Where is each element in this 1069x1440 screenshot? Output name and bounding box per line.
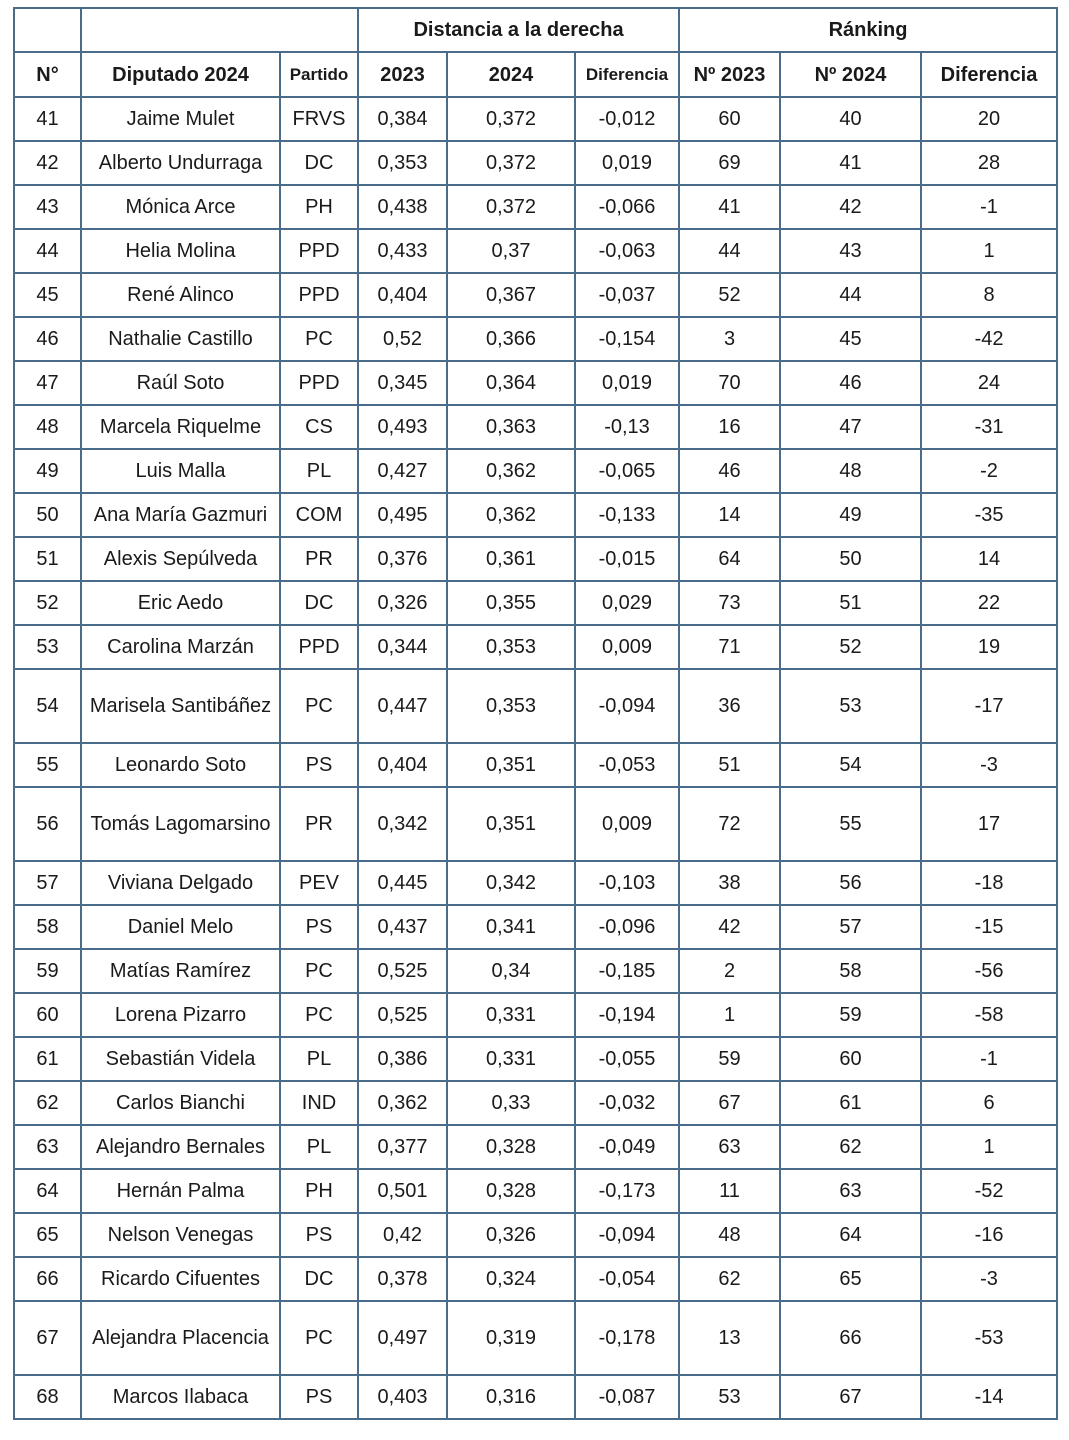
- cell-distance-2024: 0,363: [447, 405, 575, 449]
- cell-rank-difference: 28: [921, 141, 1057, 185]
- cell-distance-difference: -0,012: [575, 97, 679, 141]
- cell-deputy-name: Ana María Gazmuri: [81, 493, 280, 537]
- cell-distance-2023: 0,403: [358, 1375, 447, 1419]
- cell-deputy-name: René Alinco: [81, 273, 280, 317]
- cell-party: PEV: [280, 861, 358, 905]
- cell-deputy-name: Alejandro Bernales: [81, 1125, 280, 1169]
- cell-number: 60: [14, 993, 81, 1037]
- cell-party: DC: [280, 581, 358, 625]
- cell-rank-2024: 47: [780, 405, 921, 449]
- table-row: [14, 905, 1057, 949]
- cell-deputy-name: Tomás Lagomarsino: [81, 787, 280, 861]
- cell-party: PC: [280, 669, 358, 743]
- cell-deputy-name: Nelson Venegas: [81, 1213, 280, 1257]
- cell-distance-2024: 0,362: [447, 449, 575, 493]
- table-row: [14, 229, 1057, 273]
- cell-rank-2023: 41: [679, 185, 780, 229]
- cell-distance-difference: -0,087: [575, 1375, 679, 1419]
- cell-rank-difference: -15: [921, 905, 1057, 949]
- cell-distance-2024: 0,37: [447, 229, 575, 273]
- cell-number: 66: [14, 1257, 81, 1301]
- cell-number: 53: [14, 625, 81, 669]
- cell-party: PS: [280, 1213, 358, 1257]
- cell-rank-2023: 16: [679, 405, 780, 449]
- cell-number: 41: [14, 97, 81, 141]
- cell-number: 58: [14, 905, 81, 949]
- cell-distance-difference: -0,032: [575, 1081, 679, 1125]
- cell-rank-2023: 13: [679, 1301, 780, 1375]
- cell-rank-2023: 2: [679, 949, 780, 993]
- cell-rank-2023: 14: [679, 493, 780, 537]
- cell-deputy-name: Raúl Soto: [81, 361, 280, 405]
- cell-party: PPD: [280, 273, 358, 317]
- cell-distance-difference: -0,173: [575, 1169, 679, 1213]
- cell-party: PC: [280, 949, 358, 993]
- cell-rank-difference: -1: [921, 1037, 1057, 1081]
- cell-number: 68: [14, 1375, 81, 1419]
- cell-rank-2024: 53: [780, 669, 921, 743]
- cell-rank-difference: -58: [921, 993, 1057, 1037]
- cell-rank-difference: -3: [921, 1257, 1057, 1301]
- cell-distance-2024: 0,319: [447, 1301, 575, 1375]
- cell-rank-difference: -53: [921, 1301, 1057, 1375]
- table-row: [14, 1169, 1057, 1213]
- cell-distance-difference: -0,065: [575, 449, 679, 493]
- cell-rank-2024: 49: [780, 493, 921, 537]
- cell-number: 65: [14, 1213, 81, 1257]
- cell-distance-2023: 0,438: [358, 185, 447, 229]
- cell-distance-2024: 0,353: [447, 625, 575, 669]
- cell-rank-2024: 40: [780, 97, 921, 141]
- table-row: [14, 993, 1057, 1037]
- cell-rank-2024: 43: [780, 229, 921, 273]
- cell-number: 51: [14, 537, 81, 581]
- cell-rank-2023: 46: [679, 449, 780, 493]
- table-row: [14, 787, 1057, 861]
- cell-rank-2023: 51: [679, 743, 780, 787]
- cell-rank-difference: -52: [921, 1169, 1057, 1213]
- cell-rank-2024: 51: [780, 581, 921, 625]
- cell-distance-difference: -0,053: [575, 743, 679, 787]
- table-row: [14, 1375, 1057, 1419]
- cell-rank-2023: 69: [679, 141, 780, 185]
- table-row: [14, 405, 1057, 449]
- cell-distance-2024: 0,362: [447, 493, 575, 537]
- column-header-rank-2023: Nº 2023: [679, 52, 780, 97]
- cell-distance-2023: 0,433: [358, 229, 447, 273]
- cell-party: DC: [280, 141, 358, 185]
- group-header-row: [14, 8, 1057, 52]
- cell-distance-2023: 0,384: [358, 97, 447, 141]
- column-header-number: N°: [14, 52, 81, 97]
- cell-distance-2023: 0,344: [358, 625, 447, 669]
- cell-number: 44: [14, 229, 81, 273]
- cell-distance-2024: 0,326: [447, 1213, 575, 1257]
- cell-rank-2023: 52: [679, 273, 780, 317]
- cell-rank-difference: 22: [921, 581, 1057, 625]
- cell-rank-difference: 14: [921, 537, 1057, 581]
- cell-deputy-name: Marcela Riquelme: [81, 405, 280, 449]
- cell-distance-difference: -0,066: [575, 185, 679, 229]
- cell-rank-2023: 3: [679, 317, 780, 361]
- cell-distance-difference: -0,063: [575, 229, 679, 273]
- cell-rank-2024: 52: [780, 625, 921, 669]
- cell-party: PS: [280, 1375, 358, 1419]
- cell-party: PR: [280, 787, 358, 861]
- cell-rank-difference: -56: [921, 949, 1057, 993]
- cell-deputy-name: Hernán Palma: [81, 1169, 280, 1213]
- table-row: [14, 1301, 1057, 1375]
- table-row: [14, 185, 1057, 229]
- column-header-rank-difference: Diferencia: [921, 52, 1057, 97]
- cell-distance-2023: 0,445: [358, 861, 447, 905]
- empty-header-cell: [81, 8, 358, 52]
- cell-rank-difference: -31: [921, 405, 1057, 449]
- cell-deputy-name: Alexis Sepúlveda: [81, 537, 280, 581]
- cell-party: PL: [280, 1125, 358, 1169]
- cell-rank-difference: 8: [921, 273, 1057, 317]
- cell-rank-difference: 6: [921, 1081, 1057, 1125]
- cell-distance-2024: 0,372: [447, 185, 575, 229]
- cell-distance-difference: -0,015: [575, 537, 679, 581]
- cell-party: PL: [280, 449, 358, 493]
- cell-distance-2023: 0,345: [358, 361, 447, 405]
- cell-rank-2024: 45: [780, 317, 921, 361]
- cell-number: 52: [14, 581, 81, 625]
- column-header-party: Partido: [280, 52, 358, 97]
- cell-distance-2024: 0,351: [447, 743, 575, 787]
- cell-number: 49: [14, 449, 81, 493]
- cell-rank-difference: -1: [921, 185, 1057, 229]
- cell-number: 54: [14, 669, 81, 743]
- table-row: [14, 361, 1057, 405]
- cell-rank-2024: 58: [780, 949, 921, 993]
- cell-rank-2023: 60: [679, 97, 780, 141]
- cell-rank-2024: 54: [780, 743, 921, 787]
- cell-distance-difference: 0,019: [575, 141, 679, 185]
- cell-distance-2024: 0,341: [447, 905, 575, 949]
- cell-rank-difference: 1: [921, 1125, 1057, 1169]
- cell-rank-difference: -17: [921, 669, 1057, 743]
- cell-rank-2023: 72: [679, 787, 780, 861]
- table-row: [14, 1125, 1057, 1169]
- cell-rank-difference: -35: [921, 493, 1057, 537]
- cell-distance-2023: 0,377: [358, 1125, 447, 1169]
- cell-distance-2023: 0,525: [358, 949, 447, 993]
- table-row: [14, 669, 1057, 743]
- cell-number: 63: [14, 1125, 81, 1169]
- cell-rank-2024: 55: [780, 787, 921, 861]
- column-header-rank-2024: Nº 2024: [780, 52, 921, 97]
- cell-distance-2023: 0,42: [358, 1213, 447, 1257]
- cell-number: 48: [14, 405, 81, 449]
- cell-distance-difference: 0,009: [575, 787, 679, 861]
- cell-rank-2024: 59: [780, 993, 921, 1037]
- cell-deputy-name: Helia Molina: [81, 229, 280, 273]
- table-row: [14, 317, 1057, 361]
- cell-deputy-name: Nathalie Castillo: [81, 317, 280, 361]
- cell-distance-2024: 0,355: [447, 581, 575, 625]
- cell-rank-2024: 44: [780, 273, 921, 317]
- cell-rank-2024: 41: [780, 141, 921, 185]
- cell-rank-2023: 44: [679, 229, 780, 273]
- cell-deputy-name: Lorena Pizarro: [81, 993, 280, 1037]
- table-row: [14, 743, 1057, 787]
- cell-distance-2024: 0,324: [447, 1257, 575, 1301]
- cell-distance-2023: 0,495: [358, 493, 447, 537]
- cell-rank-2024: 42: [780, 185, 921, 229]
- cell-distance-2023: 0,501: [358, 1169, 447, 1213]
- cell-rank-2024: 67: [780, 1375, 921, 1419]
- cell-distance-2023: 0,437: [358, 905, 447, 949]
- cell-party: PH: [280, 1169, 358, 1213]
- table-row: [14, 1257, 1057, 1301]
- cell-number: 43: [14, 185, 81, 229]
- cell-deputy-name: Viviana Delgado: [81, 861, 280, 905]
- empty-header-cell: [14, 8, 81, 52]
- cell-number: 64: [14, 1169, 81, 1213]
- cell-distance-difference: -0,055: [575, 1037, 679, 1081]
- cell-rank-difference: -3: [921, 743, 1057, 787]
- cell-party: PPD: [280, 229, 358, 273]
- column-header-deputy: Diputado 2024: [81, 52, 280, 97]
- cell-rank-2024: 62: [780, 1125, 921, 1169]
- cell-party: DC: [280, 1257, 358, 1301]
- cell-number: 67: [14, 1301, 81, 1375]
- cell-distance-2023: 0,342: [358, 787, 447, 861]
- cell-rank-2023: 64: [679, 537, 780, 581]
- cell-rank-2024: 56: [780, 861, 921, 905]
- cell-rank-difference: -16: [921, 1213, 1057, 1257]
- cell-rank-2024: 48: [780, 449, 921, 493]
- cell-party: PR: [280, 537, 358, 581]
- cell-rank-2024: 46: [780, 361, 921, 405]
- cell-rank-2024: 66: [780, 1301, 921, 1375]
- cell-number: 50: [14, 493, 81, 537]
- cell-distance-2023: 0,525: [358, 993, 447, 1037]
- column-header-row: [14, 52, 1057, 97]
- cell-number: 46: [14, 317, 81, 361]
- cell-rank-difference: 1: [921, 229, 1057, 273]
- cell-rank-2023: 59: [679, 1037, 780, 1081]
- cell-distance-difference: -0,094: [575, 669, 679, 743]
- cell-party: PH: [280, 185, 358, 229]
- cell-rank-difference: 19: [921, 625, 1057, 669]
- column-header-distance-2024: 2024: [447, 52, 575, 97]
- cell-distance-2023: 0,404: [358, 273, 447, 317]
- group-header-distance: Distancia a la derecha: [358, 8, 679, 52]
- cell-number: 61: [14, 1037, 81, 1081]
- cell-distance-2023: 0,404: [358, 743, 447, 787]
- table-row: [14, 1037, 1057, 1081]
- cell-number: 59: [14, 949, 81, 993]
- cell-rank-difference: 24: [921, 361, 1057, 405]
- table-row: [14, 273, 1057, 317]
- cell-rank-2024: 60: [780, 1037, 921, 1081]
- cell-distance-2024: 0,351: [447, 787, 575, 861]
- cell-distance-2024: 0,331: [447, 993, 575, 1037]
- table-row: [14, 493, 1057, 537]
- cell-rank-difference: -14: [921, 1375, 1057, 1419]
- cell-deputy-name: Carlos Bianchi: [81, 1081, 280, 1125]
- cell-distance-difference: -0,133: [575, 493, 679, 537]
- cell-deputy-name: Alejandra Placencia: [81, 1301, 280, 1375]
- cell-distance-2024: 0,328: [447, 1125, 575, 1169]
- cell-distance-difference: -0,094: [575, 1213, 679, 1257]
- table-row: [14, 949, 1057, 993]
- table-row: [14, 581, 1057, 625]
- cell-party: PS: [280, 743, 358, 787]
- cell-distance-2023: 0,386: [358, 1037, 447, 1081]
- cell-number: 62: [14, 1081, 81, 1125]
- cell-distance-2023: 0,353: [358, 141, 447, 185]
- cell-deputy-name: Ricardo Cifuentes: [81, 1257, 280, 1301]
- cell-deputy-name: Alberto Undurraga: [81, 141, 280, 185]
- cell-rank-2023: 11: [679, 1169, 780, 1213]
- cell-distance-2023: 0,362: [358, 1081, 447, 1125]
- cell-distance-difference: -0,185: [575, 949, 679, 993]
- cell-rank-2024: 65: [780, 1257, 921, 1301]
- cell-number: 45: [14, 273, 81, 317]
- cell-distance-difference: -0,154: [575, 317, 679, 361]
- cell-deputy-name: Sebastián Videla: [81, 1037, 280, 1081]
- cell-distance-2024: 0,372: [447, 97, 575, 141]
- cell-distance-2023: 0,427: [358, 449, 447, 493]
- table-row: [14, 97, 1057, 141]
- cell-party: PC: [280, 993, 358, 1037]
- cell-deputy-name: Matías Ramírez: [81, 949, 280, 993]
- cell-rank-difference: 17: [921, 787, 1057, 861]
- cell-distance-2024: 0,366: [447, 317, 575, 361]
- cell-distance-2024: 0,342: [447, 861, 575, 905]
- cell-distance-2024: 0,328: [447, 1169, 575, 1213]
- cell-party: PS: [280, 905, 358, 949]
- table-row: [14, 1213, 1057, 1257]
- cell-deputy-name: Marisela Santibáñez: [81, 669, 280, 743]
- cell-rank-2023: 53: [679, 1375, 780, 1419]
- cell-rank-2023: 73: [679, 581, 780, 625]
- cell-distance-2024: 0,361: [447, 537, 575, 581]
- cell-distance-2023: 0,378: [358, 1257, 447, 1301]
- table-row: [14, 1081, 1057, 1125]
- cell-distance-difference: -0,096: [575, 905, 679, 949]
- cell-number: 55: [14, 743, 81, 787]
- cell-distance-2023: 0,497: [358, 1301, 447, 1375]
- cell-distance-difference: 0,009: [575, 625, 679, 669]
- cell-distance-2024: 0,372: [447, 141, 575, 185]
- cell-rank-2023: 1: [679, 993, 780, 1037]
- cell-rank-2023: 70: [679, 361, 780, 405]
- cell-distance-difference: 0,029: [575, 581, 679, 625]
- cell-distance-2024: 0,316: [447, 1375, 575, 1419]
- cell-number: 42: [14, 141, 81, 185]
- cell-distance-difference: -0,103: [575, 861, 679, 905]
- cell-rank-2023: 38: [679, 861, 780, 905]
- cell-distance-2024: 0,353: [447, 669, 575, 743]
- cell-party: FRVS: [280, 97, 358, 141]
- cell-distance-difference: -0,054: [575, 1257, 679, 1301]
- cell-distance-difference: -0,178: [575, 1301, 679, 1375]
- cell-distance-2024: 0,33: [447, 1081, 575, 1125]
- cell-deputy-name: Carolina Marzán: [81, 625, 280, 669]
- cell-rank-difference: -42: [921, 317, 1057, 361]
- table-row: [14, 861, 1057, 905]
- cell-deputy-name: Mónica Arce: [81, 185, 280, 229]
- cell-rank-2023: 71: [679, 625, 780, 669]
- cell-number: 47: [14, 361, 81, 405]
- cell-distance-difference: -0,13: [575, 405, 679, 449]
- cell-number: 56: [14, 787, 81, 861]
- cell-rank-2023: 42: [679, 905, 780, 949]
- cell-deputy-name: Eric Aedo: [81, 581, 280, 625]
- cell-distance-2023: 0,376: [358, 537, 447, 581]
- cell-distance-2024: 0,331: [447, 1037, 575, 1081]
- cell-rank-difference: -2: [921, 449, 1057, 493]
- cell-rank-difference: 20: [921, 97, 1057, 141]
- cell-party: PC: [280, 317, 358, 361]
- cell-party: COM: [280, 493, 358, 537]
- cell-distance-2023: 0,447: [358, 669, 447, 743]
- cell-rank-difference: -18: [921, 861, 1057, 905]
- table-row: [14, 141, 1057, 185]
- cell-number: 57: [14, 861, 81, 905]
- table-row: [14, 625, 1057, 669]
- cell-rank-2024: 63: [780, 1169, 921, 1213]
- column-header-distance-2023: 2023: [358, 52, 447, 97]
- cell-rank-2023: 63: [679, 1125, 780, 1169]
- table-row: [14, 537, 1057, 581]
- cell-distance-difference: -0,194: [575, 993, 679, 1037]
- cell-party: PPD: [280, 625, 358, 669]
- cell-distance-2023: 0,52: [358, 317, 447, 361]
- group-header-ranking: Ránking: [679, 8, 1057, 52]
- cell-distance-difference: -0,037: [575, 273, 679, 317]
- table-header: [14, 8, 1057, 97]
- cell-distance-difference: -0,049: [575, 1125, 679, 1169]
- table-row: [14, 449, 1057, 493]
- cell-deputy-name: Luis Malla: [81, 449, 280, 493]
- cell-rank-2023: 48: [679, 1213, 780, 1257]
- cell-deputy-name: Marcos Ilabaca: [81, 1375, 280, 1419]
- cell-rank-2024: 61: [780, 1081, 921, 1125]
- cell-party: IND: [280, 1081, 358, 1125]
- table-body: [14, 97, 1057, 1419]
- cell-deputy-name: Leonardo Soto: [81, 743, 280, 787]
- cell-distance-2024: 0,367: [447, 273, 575, 317]
- cell-distance-2023: 0,326: [358, 581, 447, 625]
- cell-distance-2024: 0,34: [447, 949, 575, 993]
- cell-rank-2023: 36: [679, 669, 780, 743]
- cell-distance-2024: 0,364: [447, 361, 575, 405]
- cell-party: PC: [280, 1301, 358, 1375]
- cell-rank-2024: 57: [780, 905, 921, 949]
- cell-distance-2023: 0,493: [358, 405, 447, 449]
- cell-party: PL: [280, 1037, 358, 1081]
- column-header-distance-difference: Diferencia: [575, 52, 679, 97]
- cell-rank-2024: 50: [780, 537, 921, 581]
- cell-party: CS: [280, 405, 358, 449]
- cell-deputy-name: Jaime Mulet: [81, 97, 280, 141]
- cell-deputy-name: Daniel Melo: [81, 905, 280, 949]
- cell-rank-2023: 67: [679, 1081, 780, 1125]
- deputies-ranking-table: [13, 7, 1058, 1420]
- cell-party: PPD: [280, 361, 358, 405]
- cell-rank-2024: 64: [780, 1213, 921, 1257]
- cell-rank-2023: 62: [679, 1257, 780, 1301]
- cell-distance-difference: 0,019: [575, 361, 679, 405]
